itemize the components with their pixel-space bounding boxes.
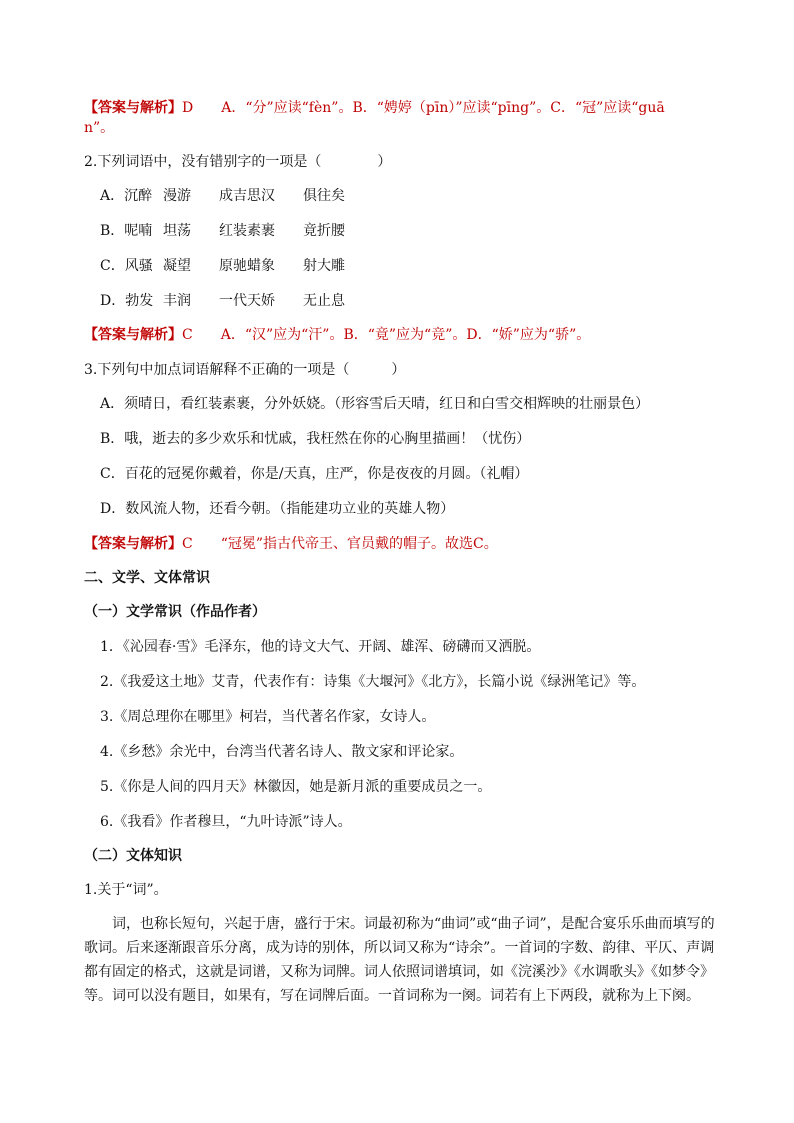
answer-text: C “冠冕”指古代帝王、官员戴的帽子。故选C。 [182,536,498,552]
option-word: 坦荡 [163,223,191,239]
literature-item-2: 2.《我爱这土地》艾青，代表作有：诗集《大堰河》《北方》，长篇小说《绿洲笔记》等。 [100,674,646,690]
option-word: 凝望 [163,258,191,274]
answer-2 [84,325,794,345]
literature-item-5: 5.《你是人间的四月天》林徽因，她是新月派的重要成员之一。 [100,779,492,795]
answer-tag: 【答案与解析】 [84,536,182,552]
literature-item-6: 6.《我看》作者穆旦，“九叶诗派”诗人。 [100,814,352,830]
section-2-subtitle-1: （一）文学常识（作品作者） [84,604,266,620]
section-2-subtitle-2: （二）文体知识 [84,848,182,864]
option-word: 竟折腰 [303,223,345,239]
option-label: B．呢喃 [100,223,153,239]
section-2-title: 二、文学、文体常识 [84,570,210,586]
option-word: 红装素裹 [219,223,275,239]
option-word: 漫游 [163,188,191,204]
literature-item-4: 4.《乡愁》余光中，台湾当代著名诗人、散文家和评论家。 [100,744,464,760]
answer-tag: 【答案与解析】 [84,327,182,343]
option-label: D．勃发 [100,293,154,309]
option-word: 无止息 [303,293,345,309]
question-3-option-a: A．须晴日，看红装素裹，分外妖娆。（形容雪后天晴，红日和白雪交相辉映的壮丽景色） [100,396,650,412]
option-word: 射大雕 [303,258,345,274]
answer-text: C A．“汉”应为“汗”。B．“竟”应为“竞”。D．“娇”应为“骄”。 [182,327,591,343]
answer-1-line-2: n”。 [84,120,115,136]
ci-paragraph: 词，也称长短句，兴起于唐，盛行于宋。词最初称为“曲词”或“曲子词”，是配合宴乐乐曲而填写的歌词。后来逐渐跟音乐分离，成为诗的别体，所以词又称为“诗余”。一首词的字数、韵律、平仄、声调都有固定的格式，这就是词谱，又称为词牌。词人依照词谱填词，如《浣溪沙》《水调歌头》《如梦令》等。词可以没有题目，如果有，写在词牌后面。一首词称为一阕。词若有上下两段，就称为上下阕。 [84,916,715,1004]
question-3-option-b: B．哦，逝去的多少欢乐和忧戚，我枉然在你的心胸里描画！（忧伤） [100,431,531,447]
option-word: 俱往矣 [303,188,345,204]
answer-1-line-1 [84,98,794,118]
option-word: 一代天娇 [219,293,275,309]
question-3-option-c: C．百花的冠冕你戴着，你是/天真，庄严，你是夜夜的月圆。（礼帽） [100,466,529,482]
answer-text: D A．“分”应读“fèn”。B．“娉婷（pīn）”应读“pīng”。C．“冠”应读“guā [182,100,665,116]
question-3-stem: 3.下列句中加点词语解释不正确的一项是（ ） [84,362,406,378]
genre-point-1: 1.关于“词”。 [84,882,168,898]
literature-item-1: 1．《沁园春·雪》毛泽东，他的诗文大气、开阔、雄浑、磅礴而又洒脱。 [100,639,541,655]
answer-3 [84,534,794,554]
literature-item-3: 3.《周总理你在哪里》柯岩，当代著名作家，女诗人。 [100,709,436,725]
option-word: 成吉思汉 [219,188,275,204]
option-label: A．沉醉 [100,188,153,204]
answer-tag: 【答案与解析】 [84,100,182,116]
option-word: 原驰蜡象 [219,258,275,274]
question-2-stem: 2.下列词语中，没有错别字的一项是（ ） [84,154,392,170]
question-3-option-d: D．数风流人物，还看今朝。（指能建功立业的英雄人物） [100,501,455,517]
option-label: C．风骚 [100,258,153,274]
option-word: 丰润 [163,293,191,309]
